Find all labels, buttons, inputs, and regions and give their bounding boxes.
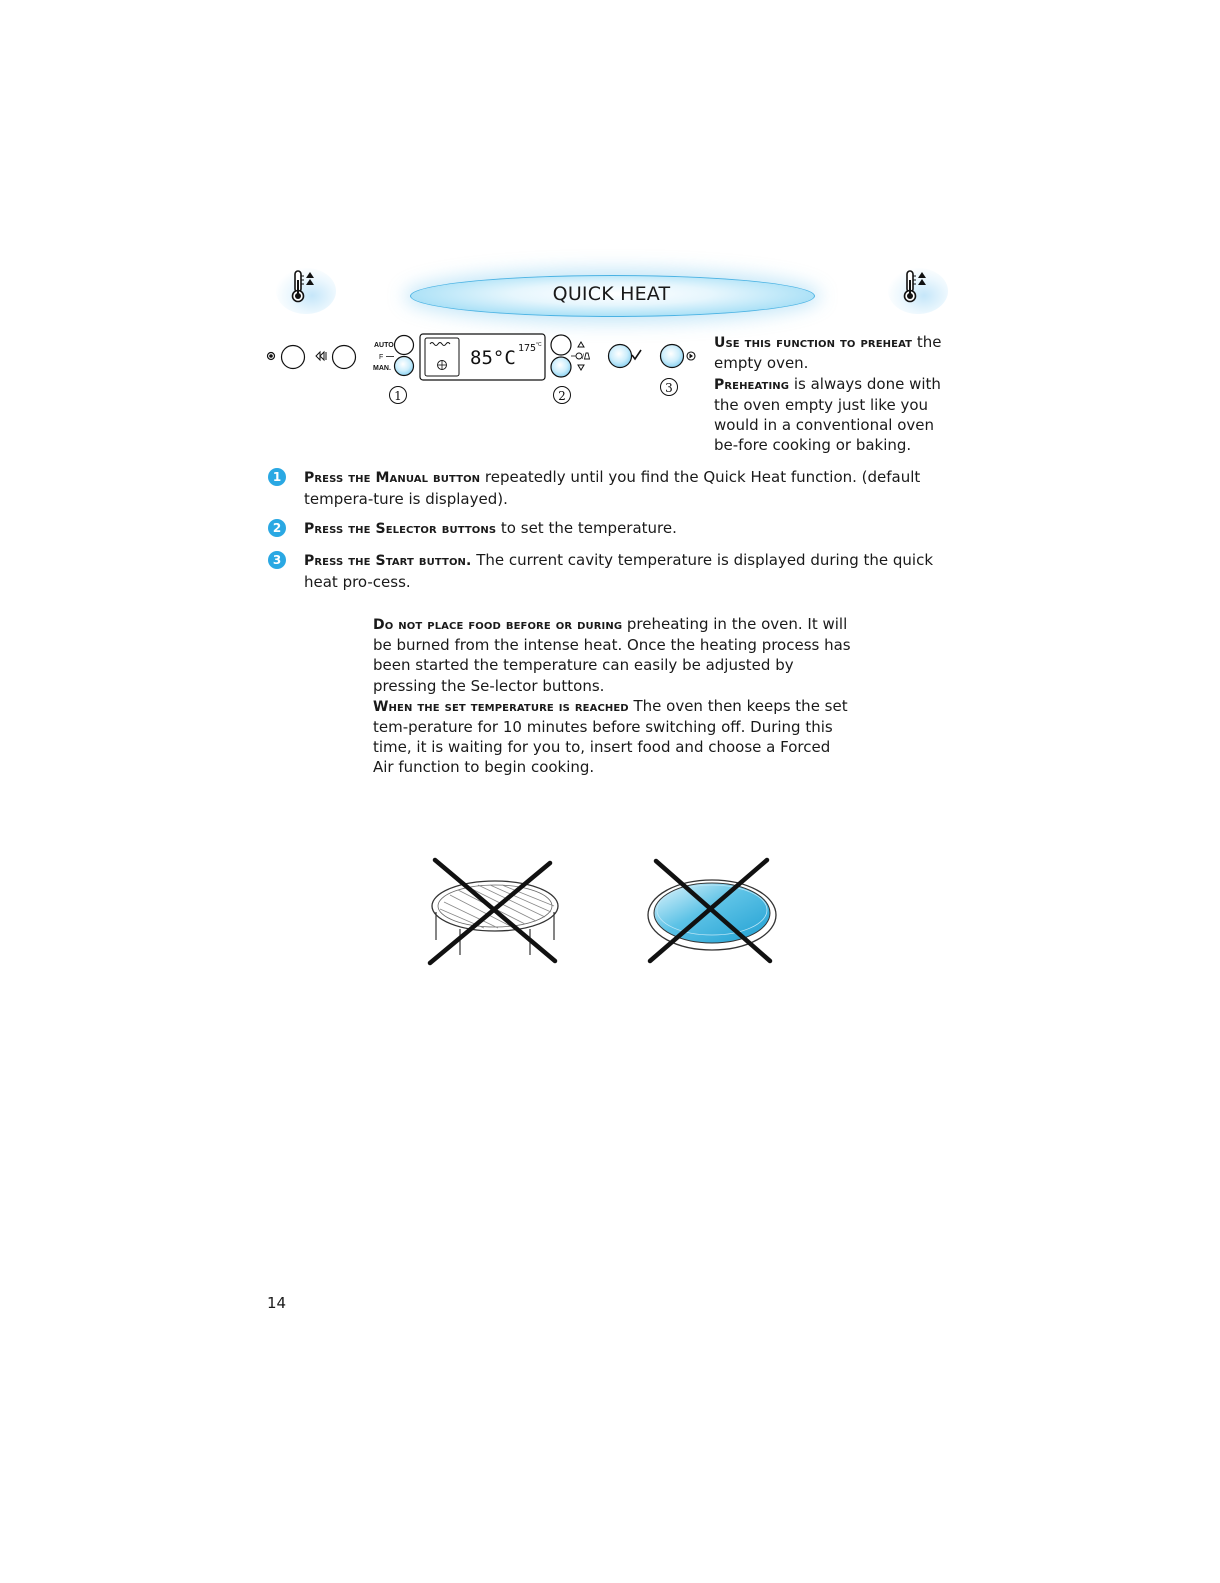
man-label: MAN.	[373, 365, 391, 372]
svg-text:2: 2	[558, 389, 566, 403]
start-button[interactable]	[661, 345, 684, 368]
step-lead: Press the Manual button	[304, 470, 481, 486]
callout-3	[661, 379, 678, 396]
page-title: QUICK HEAT	[552, 283, 671, 305]
lcd-display	[420, 334, 545, 380]
down-arrow-icon	[578, 365, 584, 370]
svg-text:1: 1	[394, 389, 402, 403]
intro-line-2	[714, 374, 954, 456]
step-text	[304, 467, 954, 509]
step-number: 3	[268, 551, 286, 569]
thermometer-up-icon	[290, 270, 320, 304]
step-rest: repeatedly until you find the Quick Heat function. (default tempera-ture is displayed).	[304, 468, 921, 508]
step-number: 2	[268, 519, 286, 537]
manual-button[interactable]	[395, 357, 414, 376]
up-arrow-icon	[578, 342, 584, 347]
svg-text:3: 3	[665, 381, 673, 395]
note-lead-1: Do not place food before or during	[373, 617, 623, 633]
thermometer-up-icon-right	[888, 268, 948, 314]
f-label: F	[379, 354, 384, 361]
auto-button[interactable]	[395, 336, 414, 355]
back-icon	[316, 352, 326, 360]
step-lead: Press the Selector buttons	[304, 521, 497, 537]
display-temperature: 85°C	[470, 347, 516, 369]
step-lead: Press the Start button.	[304, 553, 472, 569]
selector-up-button[interactable]	[551, 335, 571, 355]
display-set-temperature: 175	[518, 343, 537, 354]
intro-line-1	[714, 332, 954, 374]
start-icon	[687, 352, 695, 360]
step-number: 1	[268, 468, 286, 486]
note-lead-2: When the set temperature is reached	[373, 698, 629, 715]
note-paragraph-1	[373, 614, 853, 696]
note-rest-1: preheating in the oven. It will be burned from the intense heat. Once the heating process has been started the temperature can easily be adjusted by pressing the Se-lector buttons.	[373, 615, 851, 695]
svg-text:/: /	[582, 354, 584, 361]
stop-button[interactable]	[268, 346, 305, 369]
step-rest: to set the temperature.	[496, 519, 677, 537]
control-panel-diagram	[260, 328, 710, 408]
auto-label: AUTO	[374, 342, 394, 349]
note-rest-2: The oven then keeps the set tem-perature for 10 minutes before switching off. During this time, it is waiting for you to, insert food and choose a Forced Air function to begin cooking.	[373, 696, 848, 777]
stop-icon	[269, 354, 273, 358]
note-paragraph-2	[373, 696, 853, 778]
thermometer-up-icon-left	[276, 268, 336, 314]
crossed-out-wire-rack	[430, 860, 558, 963]
selector-down-button[interactable]	[551, 357, 571, 377]
fan-icon	[438, 361, 447, 370]
intro-rest-2: is always done with the oven empty just like you would in a conventional oven be-fore cooking or baking.	[714, 374, 941, 455]
crossed-out-baking-plate	[648, 860, 776, 961]
intro-text	[714, 332, 954, 456]
display-unit: °C	[536, 342, 542, 348]
intro-lead-1: Use this function to preheat	[714, 335, 913, 351]
back-button[interactable]	[316, 346, 356, 369]
step-rest: The current cavity temperature is displayed during the quick heat pro-cess.	[304, 551, 934, 591]
confirm-button[interactable]	[609, 345, 632, 368]
check-icon	[632, 350, 641, 359]
callout-2	[554, 387, 571, 404]
intro-rest-1: the empty oven.	[714, 333, 942, 373]
page-number: 14	[267, 1294, 287, 1312]
clock-weight-icon	[571, 353, 590, 361]
warning-note	[373, 614, 853, 778]
intro-lead-2: Preheating	[714, 376, 790, 393]
thermometer-up-icon	[902, 270, 932, 304]
crossed-out-accessories	[420, 855, 790, 970]
step-text	[304, 518, 954, 540]
step-text	[304, 550, 954, 592]
callout-1	[390, 387, 407, 404]
